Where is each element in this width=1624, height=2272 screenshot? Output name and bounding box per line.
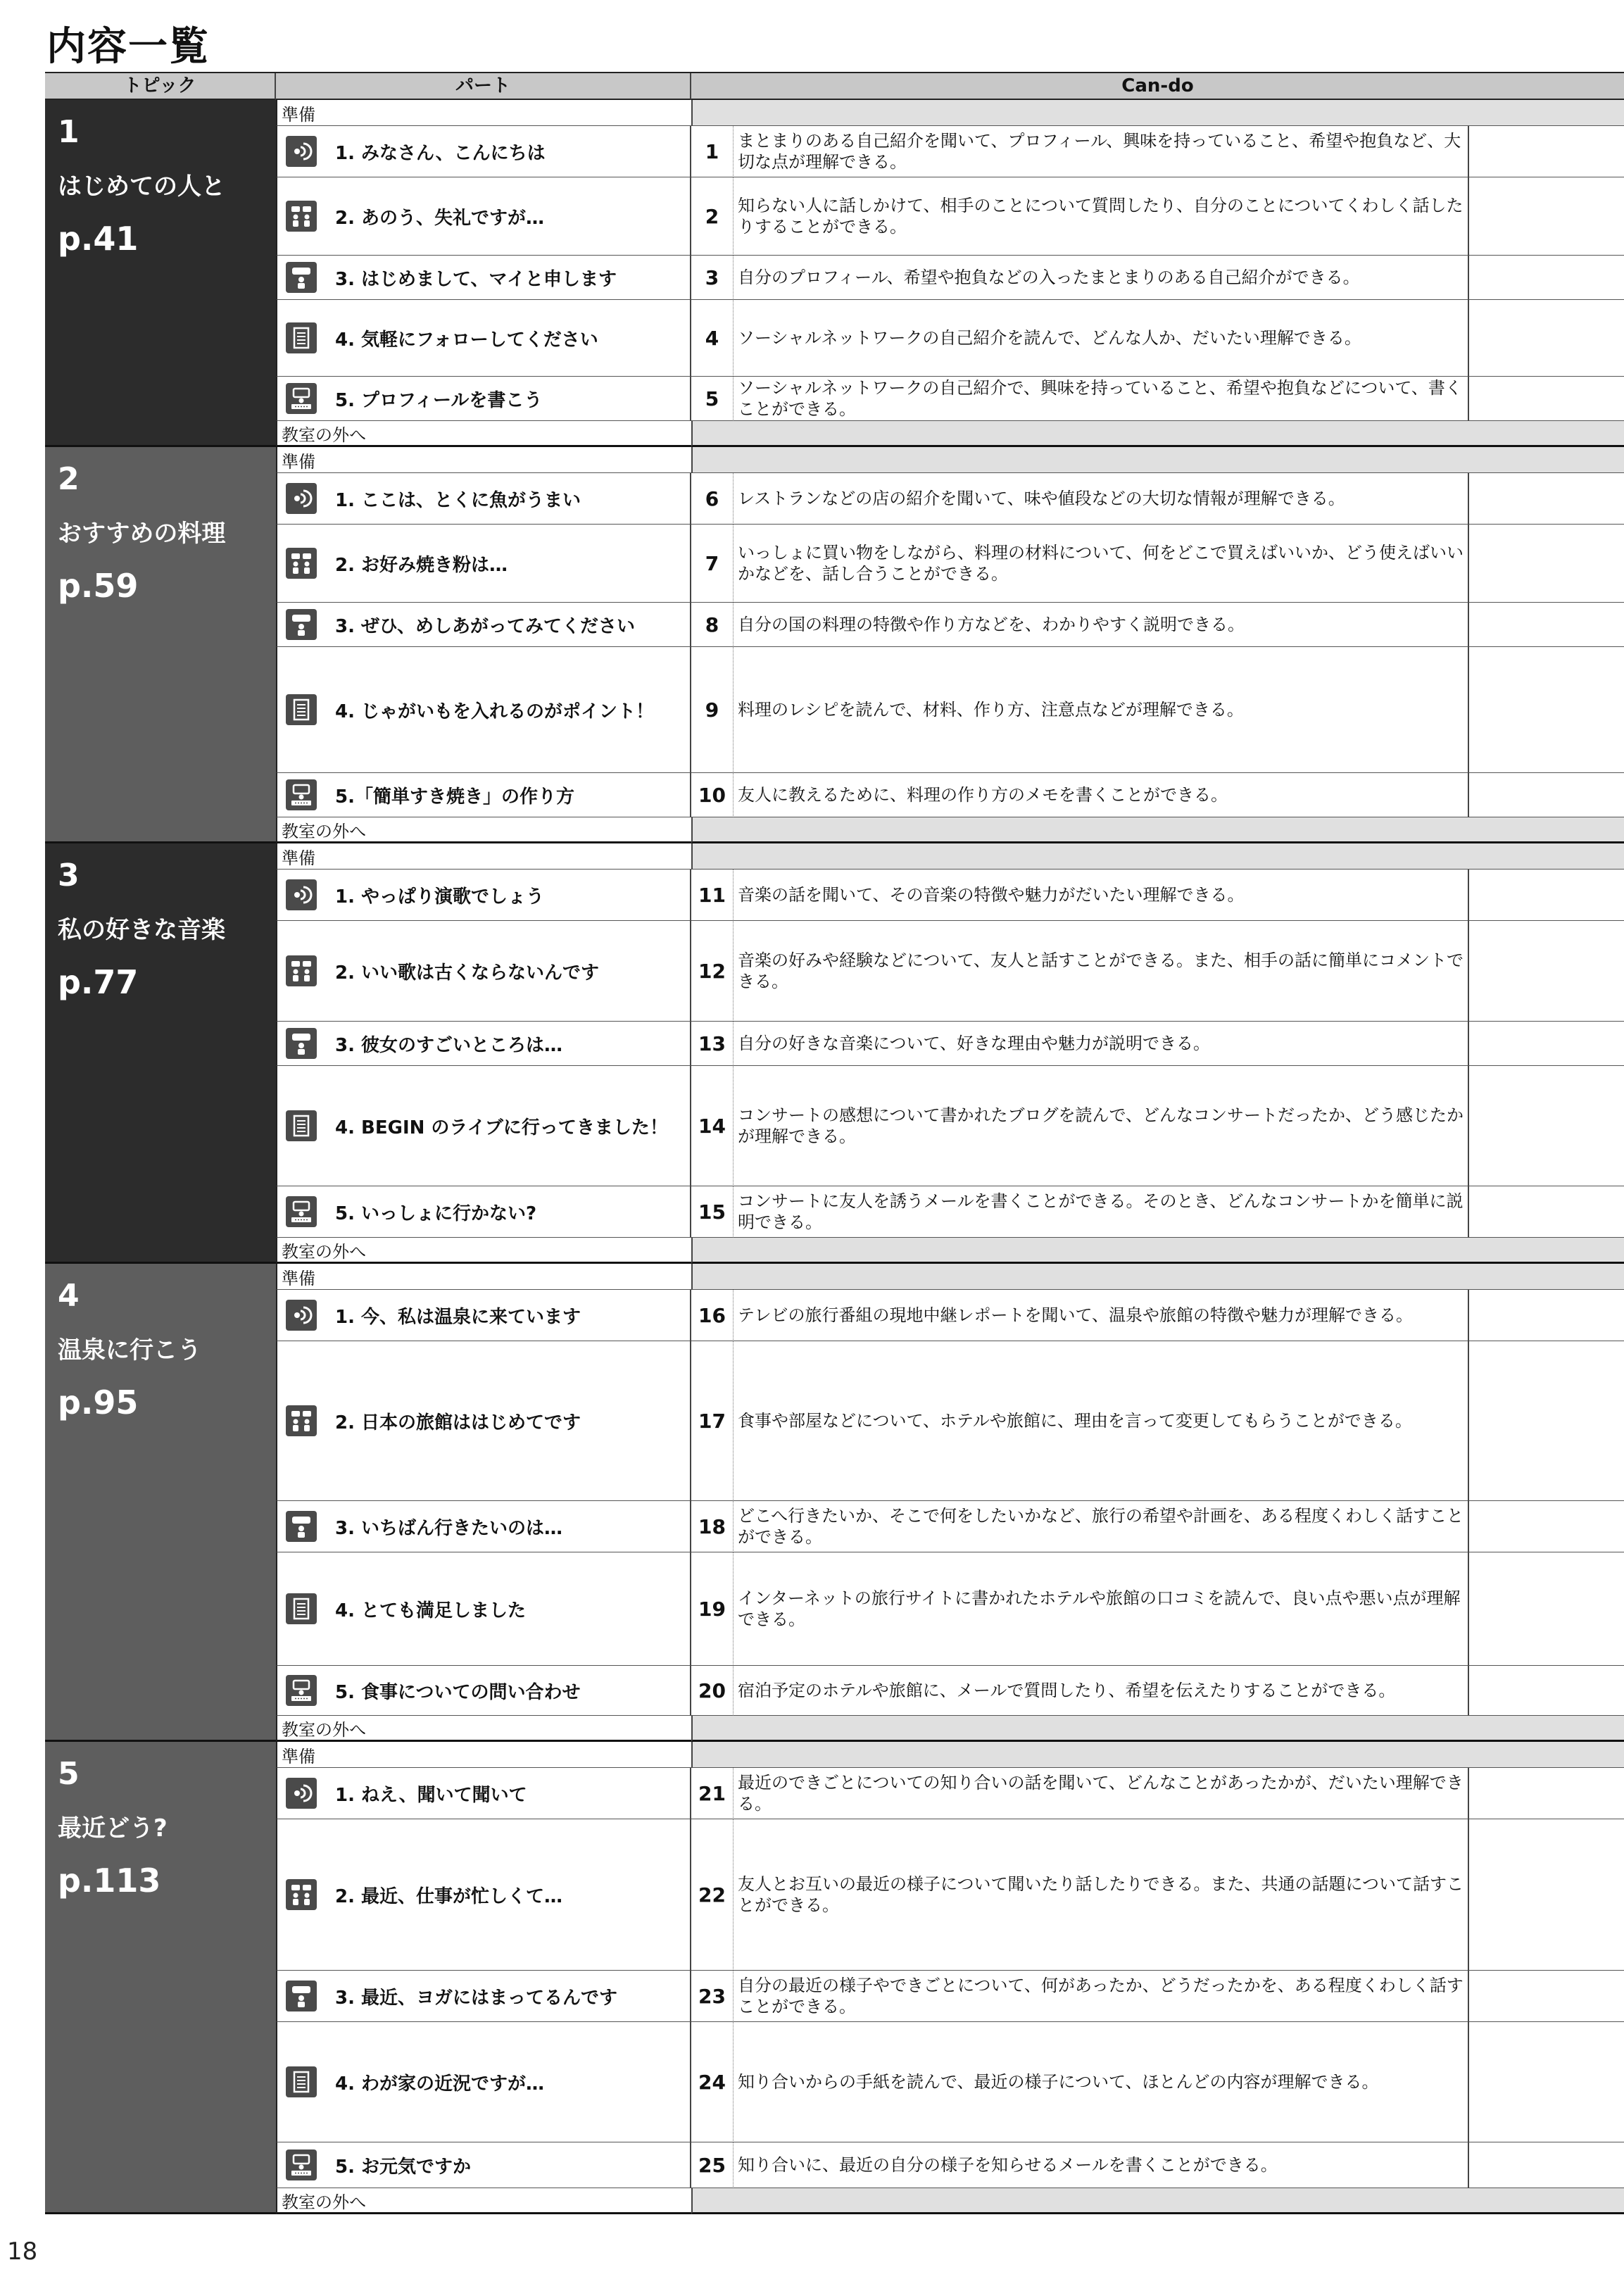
cando-text: ソーシャルネットワークの自己紹介を読んで、どんな人か、だいたい理解できる。 <box>734 300 1469 377</box>
topic-cell <box>45 843 276 1264</box>
prep-band <box>691 1264 1624 1290</box>
conversation-icon <box>286 201 317 232</box>
cando-text: 最近のできごとについての知り合いの話を聞いて、どんなことがあったかが、だいたい理解できる。 <box>734 1768 1469 1819</box>
conversation-icon <box>286 955 317 986</box>
cando-number: 14 <box>691 1066 734 1186</box>
prep-label: 準備 <box>276 447 691 473</box>
cando-number: 15 <box>691 1186 734 1238</box>
reading-icon <box>286 1593 317 1624</box>
topic-number: 2 <box>58 461 80 497</box>
cando-number: 10 <box>691 773 734 817</box>
cando-text: どこへ行きたいか、そこで何をしたいかなど、旅行の希望や計画を、ある程度くわしく話すことができる。 <box>734 1501 1469 1552</box>
listening-icon <box>286 1778 317 1809</box>
outside-label: 教室の外へ <box>276 421 691 447</box>
cando-text: 友人とお互いの最近の様子について聞いたり話したりできる。また、共通の話題について話すことができる。 <box>734 1819 1469 1971</box>
part-item[interactable] <box>276 377 691 421</box>
prep-band <box>691 843 1624 870</box>
listening-icon <box>286 879 317 910</box>
cando-number: 21 <box>691 1768 734 1819</box>
part-item[interactable] <box>276 647 691 773</box>
cando-text: コンサートの感想について書かれたブログを読んで、どんなコンサートだったか、どう感じたかが理解できる。 <box>734 1066 1469 1186</box>
cando-text: 食事や部屋などについて、ホテルや旅館に、理由を言って変更してもらうことができる。 <box>734 1341 1469 1501</box>
cando-number: 8 <box>691 603 734 647</box>
conversation-icon <box>286 1405 317 1436</box>
cando-number: 22 <box>691 1819 734 1971</box>
part-label: 1. やっぱり演歌でしょう <box>335 886 545 908</box>
prep-band <box>691 100 1624 126</box>
outside-label: 教室の外へ <box>276 2188 691 2214</box>
cando-text: 知らない人に話しかけて、相手のことについて質問したり、自分のことについてくわしく話したりすることができる。 <box>734 177 1469 256</box>
cando-number: 3 <box>691 256 734 300</box>
part-label: 2. 最近、仕事が忙しくて… <box>335 1885 563 1907</box>
writing-icon <box>286 2149 317 2180</box>
speech-icon <box>286 262 317 293</box>
part-label: 3. はじめまして、マイと申します <box>335 268 617 290</box>
cando-text: インターネットの旅行サイトに書かれたホテルや旅館の口コミを読んで、良い点や悪い点が理解できる。 <box>734 1552 1469 1666</box>
cando-text: コンサートに友人を誘うメールを書くことができる。そのとき、どんなコンサートかを簡単に説明できる。 <box>734 1186 1469 1238</box>
cando-text: 自分の国の料理の特徴や作り方などを、わかりやすく説明できる。 <box>734 603 1469 647</box>
part-label: 2. あのう、失礼ですが… <box>335 207 545 229</box>
part-label: 1. ここは、とくに魚がうまい <box>335 489 581 511</box>
blank-cell <box>1469 647 1624 773</box>
cando-number: 25 <box>691 2142 734 2188</box>
conversation-icon <box>286 548 317 579</box>
outside-band <box>691 1716 1624 1742</box>
topic-title: 私の好きな音楽 <box>58 916 225 944</box>
blank-cell <box>1469 1186 1624 1238</box>
part-item[interactable] <box>276 525 691 603</box>
listening-icon <box>286 1300 317 1331</box>
part-label: 5. お元気ですか <box>335 2156 472 2178</box>
prep-label: 準備 <box>276 1742 691 1768</box>
conversation-icon <box>286 1879 317 1910</box>
part-item[interactable] <box>276 1341 691 1501</box>
blank-cell <box>1469 1022 1624 1066</box>
blank-cell <box>1469 300 1624 377</box>
part-label: 3. 彼女のすごいところは… <box>335 1034 563 1056</box>
topic-title: おすすめの料理 <box>58 520 226 548</box>
cando-number: 23 <box>691 1971 734 2022</box>
outside-label: 教室の外へ <box>276 1238 691 1264</box>
part-label: 1. みなさん、こんにちは <box>335 142 546 164</box>
part-label: 2. お好み焼き粉は… <box>335 554 508 576</box>
blank-cell <box>1469 1768 1624 1819</box>
cando-number: 12 <box>691 921 734 1022</box>
writing-icon <box>286 383 317 414</box>
blank-cell <box>1469 126 1624 177</box>
cando-number: 4 <box>691 300 734 377</box>
contents-table <box>45 72 1624 2214</box>
writing-icon <box>286 779 317 810</box>
topic-title: はじめての人と <box>58 172 225 201</box>
cando-text: 音楽の好みや経験などについて、友人と話すことができる。また、相手の話に簡単にコメントできる。 <box>734 921 1469 1022</box>
part-label: 4. わが家の近況ですが… <box>335 2073 545 2095</box>
header-topic: トピック <box>45 73 276 100</box>
cando-number: 17 <box>691 1341 734 1501</box>
topic-number: 4 <box>58 1278 80 1314</box>
part-item[interactable] <box>276 126 691 177</box>
blank-cell <box>1469 1819 1624 1971</box>
part-item[interactable] <box>276 1186 691 1238</box>
cando-text: いっしょに買い物をしながら、料理の材料について、何をどこで買えばいいか、どう使えばいいかなどを、話し合うことができる。 <box>734 525 1469 603</box>
blank-cell <box>1469 603 1624 647</box>
topic-number: 3 <box>58 858 80 893</box>
reading-icon <box>286 322 317 353</box>
part-item[interactable] <box>276 603 691 647</box>
prep-band <box>691 447 1624 473</box>
part-label: 1. ねえ、聞いて聞いて <box>335 1784 527 1806</box>
cando-text: 友人に教えるために、料理の作り方のメモを書くことができる。 <box>734 773 1469 817</box>
topic-page-ref[interactable]: p.41 <box>58 220 139 258</box>
page-title: 内容一覧 <box>46 24 210 70</box>
part-item[interactable] <box>276 2142 691 2188</box>
cando-number: 6 <box>691 473 734 525</box>
cando-text: ソーシャルネットワークの自己紹介で、興味を持っていること、希望や抱負などについて、書くことができる。 <box>734 377 1469 421</box>
part-label: 1. 今、私は温泉に来ています <box>335 1306 581 1328</box>
blank-cell <box>1469 2022 1624 2142</box>
part-item[interactable] <box>276 256 691 300</box>
part-label: 3. いちばん行きたいのは… <box>335 1517 563 1539</box>
cando-number: 13 <box>691 1022 734 1066</box>
blank-cell <box>1469 1971 1624 2022</box>
part-label: 2. いい歌は古くならないんです <box>335 962 600 984</box>
topic-number: 5 <box>58 1756 80 1792</box>
part-item[interactable] <box>276 1552 691 1666</box>
blank-cell <box>1469 1290 1624 1341</box>
part-item[interactable] <box>276 2022 691 2142</box>
part-item[interactable] <box>276 921 691 1022</box>
blank-cell <box>1469 773 1624 817</box>
part-item[interactable] <box>276 473 691 525</box>
part-item[interactable] <box>276 300 691 377</box>
topic-page-ref[interactable]: p.113 <box>58 1862 161 1900</box>
cando-text: 料理のレシピを読んで、材料、作り方、注意点などが理解できる。 <box>734 647 1469 773</box>
topic-cell <box>45 1264 276 1742</box>
cando-number: 2 <box>691 177 734 256</box>
topic-cell <box>45 447 276 843</box>
part-item[interactable] <box>276 1768 691 1819</box>
part-item[interactable] <box>276 1819 691 1971</box>
cando-number: 9 <box>691 647 734 773</box>
header-cando: Can-do <box>691 73 1624 100</box>
listening-icon <box>286 136 317 167</box>
part-item[interactable] <box>276 1066 691 1186</box>
part-item[interactable] <box>276 870 691 921</box>
blank-cell <box>1469 1666 1624 1716</box>
speech-icon <box>286 1981 317 2011</box>
part-label: 4. BEGIN のライブに行ってきました！ <box>335 1117 668 1138</box>
outside-label: 教室の外へ <box>276 817 691 843</box>
prep-label: 準備 <box>276 843 691 870</box>
blank-cell <box>1469 1341 1624 1501</box>
outside-band <box>691 817 1624 843</box>
blank-cell <box>1469 177 1624 256</box>
speech-icon <box>286 1511 317 1542</box>
blank-cell <box>1469 1552 1624 1666</box>
cando-number: 7 <box>691 525 734 603</box>
part-item[interactable] <box>276 773 691 817</box>
topic-number: 1 <box>58 114 80 150</box>
part-label: 5. いっしょに行かない? <box>335 1203 537 1224</box>
cando-text: 自分の好きな音楽について、好きな理由や魅力が説明できる。 <box>734 1022 1469 1066</box>
topic-cell <box>45 100 276 447</box>
page-number: 18 <box>7 2238 38 2266</box>
cando-text: 自分の最近の様子やできごとについて、何があったか、どうだったかを、ある程度くわしく話すことができる。 <box>734 1971 1469 2022</box>
topic-page-ref[interactable]: p.95 <box>58 1383 139 1421</box>
cando-text: 知り合いからの手紙を読んで、最近の様子について、ほとんどの内容が理解できる。 <box>734 2022 1469 2142</box>
part-label: 3. 最近、ヨガにはまってるんです <box>335 1987 618 2009</box>
writing-icon <box>286 1675 317 1706</box>
part-label: 5. プロフィールを書こう <box>335 389 543 411</box>
topic-page-ref[interactable]: p.59 <box>58 567 139 605</box>
cando-text: 宿泊予定のホテルや旅館に、メールで質問したり、希望を伝えたりすることができる。 <box>734 1666 1469 1716</box>
part-item[interactable] <box>276 1022 691 1066</box>
cando-text: テレビの旅行番組の現地中継レポートを聞いて、温泉や旅館の特徴や魅力が理解できる。 <box>734 1290 1469 1341</box>
prep-label: 準備 <box>276 1264 691 1290</box>
blank-cell <box>1469 870 1624 921</box>
reading-icon <box>286 1110 317 1141</box>
topic-title: 最近どう? <box>58 1814 168 1843</box>
cando-text: 音楽の話を聞いて、その音楽の特徴や魅力がだいたい理解できる。 <box>734 870 1469 921</box>
cando-number: 20 <box>691 1666 734 1716</box>
cando-number: 5 <box>691 377 734 421</box>
cando-text: まとまりのある自己紹介を聞いて、プロフィール、興味を持っていること、希望や抱負など、大切な点が理解できる。 <box>734 126 1469 177</box>
part-label: 5.「簡単すき焼き」の作り方 <box>335 786 574 808</box>
part-label: 4. じゃがいもを入れるのがポイント！ <box>335 701 655 722</box>
outside-band <box>691 421 1624 447</box>
blank-cell <box>1469 1501 1624 1552</box>
topic-page-ref[interactable]: p.77 <box>58 963 139 1001</box>
topic-title: 温泉に行こう <box>58 1336 201 1364</box>
part-item[interactable] <box>276 1290 691 1341</box>
part-item[interactable] <box>276 1971 691 2022</box>
blank-cell <box>1469 256 1624 300</box>
outside-band <box>691 2188 1624 2214</box>
topic-cell <box>45 1742 276 2214</box>
speech-icon <box>286 609 317 640</box>
prep-label: 準備 <box>276 100 691 126</box>
blank-cell <box>1469 2142 1624 2188</box>
blank-cell <box>1469 525 1624 603</box>
prep-band <box>691 1742 1624 1768</box>
cando-number: 24 <box>691 2022 734 2142</box>
part-label: 4. 気軽にフォローしてください <box>335 329 598 351</box>
outside-band <box>691 1238 1624 1264</box>
cando-number: 16 <box>691 1290 734 1341</box>
part-item[interactable] <box>276 177 691 256</box>
part-label: 4. とても満足しました <box>335 1600 527 1621</box>
cando-number: 11 <box>691 870 734 921</box>
part-label: 3. ぜひ、めしあがってみてください <box>335 615 635 637</box>
reading-icon <box>286 2066 317 2097</box>
reading-icon <box>286 694 317 725</box>
part-label: 2. 日本の旅館ははじめてです <box>335 1412 581 1433</box>
blank-cell <box>1469 377 1624 421</box>
header-part: パート <box>276 73 691 100</box>
blank-cell <box>1469 1066 1624 1186</box>
speech-icon <box>286 1028 317 1059</box>
cando-number: 1 <box>691 126 734 177</box>
cando-number: 18 <box>691 1501 734 1552</box>
part-item[interactable] <box>276 1501 691 1552</box>
listening-icon <box>286 483 317 514</box>
writing-icon <box>286 1196 317 1227</box>
outside-label: 教室の外へ <box>276 1716 691 1742</box>
blank-cell <box>1469 921 1624 1022</box>
cando-text: 知り合いに、最近の自分の様子を知らせるメールを書くことができる。 <box>734 2142 1469 2188</box>
part-item[interactable] <box>276 1666 691 1716</box>
cando-text: レストランなどの店の紹介を聞いて、味や値段などの大切な情報が理解できる。 <box>734 473 1469 525</box>
part-label: 5. 食事についての問い合わせ <box>335 1681 581 1703</box>
cando-text: 自分のプロフィール、希望や抱負などの入ったまとまりのある自己紹介ができる。 <box>734 256 1469 300</box>
blank-cell <box>1469 473 1624 525</box>
cando-number: 19 <box>691 1552 734 1666</box>
